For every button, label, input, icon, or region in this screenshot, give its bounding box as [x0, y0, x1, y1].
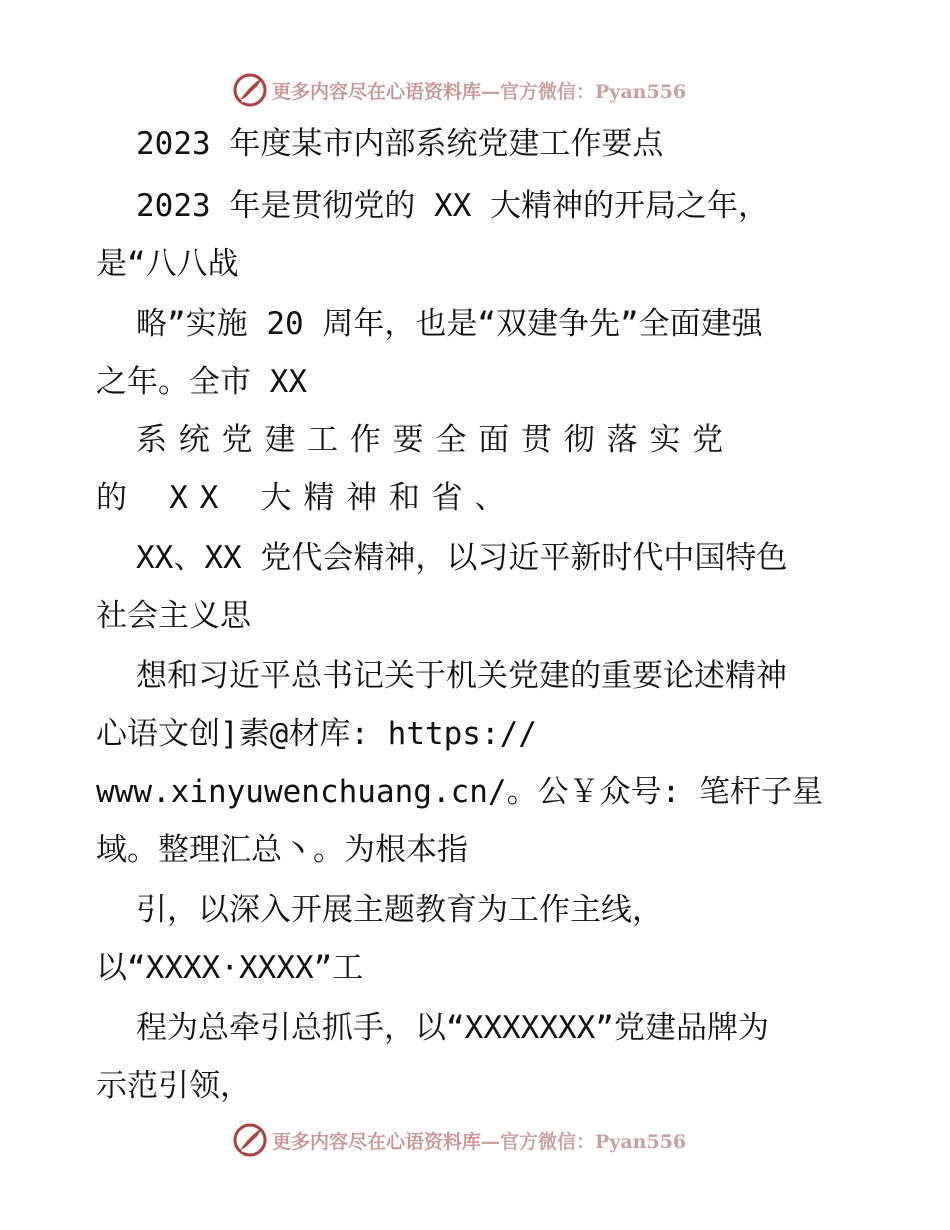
paragraph-line: 社会主义思: [96, 598, 251, 634]
paragraph-line: 想和习近平总书记关于机关党建的重要论述精神: [136, 658, 787, 694]
watermark-text: 更多内容尽在心语资料库—官方微信：Pyan556: [272, 1130, 687, 1153]
footer-watermark: [232, 1120, 686, 1160]
paragraph-line: 域。整理汇总丶。为根本指: [96, 832, 468, 868]
paragraph-line: 心语文创]素@材库: https://: [96, 716, 537, 752]
paragraph-line: 程为总牵引总抓手，以“XXXXXXX”党建品牌为: [136, 1010, 769, 1046]
paragraph-line: 引，以深入开展主题教育为工作主线，: [136, 892, 663, 928]
paragraph-line: 的 XX 大精神和省、: [96, 480, 518, 516]
paragraph-line: XX、XX 党代会精神，以习近平新时代中国特色: [136, 540, 788, 576]
feather-logo-icon: [232, 1122, 268, 1158]
paragraph-line: 之年。全市 XX: [96, 364, 307, 400]
paragraph-line: 以“XXXX·XXXX”工: [96, 950, 364, 986]
feather-logo-icon: [232, 72, 268, 108]
paragraph-line: 系统党建工作要全面贯彻落实党: [136, 422, 735, 458]
watermark-text: 更多内容尽在心语资料库—官方微信：Pyan556: [272, 80, 687, 103]
paragraph-line: 示范引领，: [96, 1068, 251, 1104]
header-watermark: [232, 70, 686, 110]
document-title: 2023 年度某市内部系统党建工作要点: [136, 126, 664, 162]
paragraph-line: 是“八八战: [96, 246, 239, 282]
paragraph-line: 2023 年是贯彻党的 XX 大精神的开局之年，: [136, 188, 769, 224]
paragraph-line: 略”实施 20 周年，也是“双建争先”全面建强: [136, 306, 763, 342]
paragraph-line: www.xinyuwenchuang.cn/。公￥众号: 笔杆子星: [96, 774, 823, 810]
